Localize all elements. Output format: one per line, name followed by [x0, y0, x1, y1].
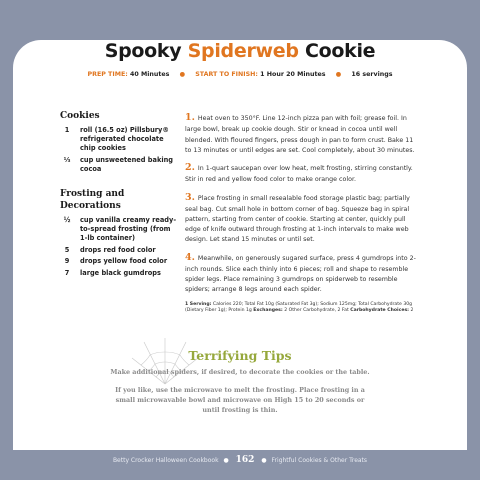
ingredient-qty: ½: [63, 215, 71, 224]
ingredients-list: [60, 110, 180, 281]
ingredient-text: large black gumdrops: [80, 269, 161, 278]
start-value: 1 Hour 20 Minutes: [260, 71, 326, 78]
frosting-heading: Frosting and Decorations: [60, 188, 125, 211]
step-number: 1.: [185, 112, 195, 123]
ingredient-row: [60, 269, 180, 278]
servings: 16 servings: [351, 71, 393, 78]
ingredient-text: cup vanilla creamy ready-to-spread frosting (from 1-lb container): [80, 215, 177, 242]
bullet: ●: [223, 457, 229, 464]
title-text-start: Spooky: [104, 40, 188, 62]
step: [185, 160, 421, 186]
step-text: In 1-quart saucepan over low heat, melt frosting, stirring constantly. Stir in red and yellow food color to make orange color.: [185, 164, 413, 184]
separator-dot: ●: [335, 71, 342, 78]
ingredient-row: [60, 216, 180, 243]
ingredient-text: roll (16.5 oz) Pillsbury® refrigerated chocolate chip cookies: [80, 126, 169, 152]
step-number: 3.: [185, 191, 195, 203]
tip-text: If you like, use the microwave to melt the frosting. Place frosting in a small microwavable bowl and microwave on High 15 to 20 seconds or until frosting is thin.: [115, 385, 365, 414]
cookies-heading: Cookies: [60, 111, 100, 121]
ingredient-text: drops yellow food color: [80, 257, 168, 266]
serving-label: 1 Serving:: [185, 301, 212, 307]
ingredient-row: [60, 257, 180, 266]
bullet: ●: [261, 457, 267, 464]
title-text-end: Cookie: [298, 40, 376, 62]
serving-text: Calories 220; Total Fat 10g (Saturated Fat 3g); Sodium 125mg; Total Carbohydrate 30g (Dietary Fiber 1g); Protein 1g: [185, 301, 413, 314]
ingredient-qty: 1: [64, 126, 70, 135]
ingredient-qty: ⅓: [63, 155, 71, 164]
ingredient-text: cup unsweetened baking cocoa: [80, 155, 174, 173]
step-text: Meanwhile, on generously sugared surface, press 4 gumdrops into 2-inch rounds. Slice each thinly into 6 pieces; roll and shape to resemble spider legs. Place remaining 3 gumdrops on spiderweb to resemble spiders; arrange 8 legs around each spider.: [185, 254, 416, 294]
ingredient-qty: 7: [64, 269, 70, 278]
ingredient-qty: 5: [64, 245, 70, 254]
step: [185, 250, 421, 296]
directions: [185, 110, 421, 315]
section-title: Frightful Cookies & Other Treats: [271, 457, 368, 464]
nutrition-info: [185, 302, 421, 316]
page-footer: [0, 455, 480, 465]
tips-body: [110, 368, 370, 424]
recipe-title: [0, 40, 480, 62]
start-label: START TO FINISH:: [195, 71, 258, 78]
choices-label: Carbohydrate Choices:: [350, 308, 410, 314]
prep-value: 40 Minutes: [129, 71, 170, 78]
prep-label: PREP TIME:: [87, 71, 128, 78]
recipe-meta: [0, 71, 480, 78]
book-title: Betty Crocker Halloween Cookbook: [112, 457, 219, 464]
exchanges-text: 2 Other Carbohydrate, 2 Fat: [282, 308, 351, 314]
choices-text: 2: [409, 308, 414, 314]
step-text: Place frosting in small resealable food storage plastic bag; partially seal bag. Cut small hole in bottom corner of bag. Squeeze bag in spiral pattern, starting from center of cookie. Starting at center, quickly pull edge of knife outward through frosting at 1-inch intervals to make web design. Let stand 15 minutes or until set.: [185, 194, 410, 244]
step-number: 2.: [185, 161, 195, 173]
tip-text: Make additional spiders, if desired, to decorate the cookies or the table.: [110, 368, 370, 376]
tips-title: Terrifying Tips: [188, 348, 292, 363]
ingredient-row: [60, 126, 180, 153]
step-number: 4.: [185, 251, 195, 263]
exchanges-label: Exchanges:: [253, 308, 283, 314]
separator-dot: ●: [179, 71, 186, 78]
ingredient-row: [60, 156, 180, 174]
ingredient-text: drops red food color: [80, 245, 156, 254]
ingredient-row: [60, 246, 180, 255]
step-text: Heat oven to 350°F. Line 12-inch pizza pan with foil; grease foil. In large bowl, break up cookie dough. Stir or knead in cocoa until well blended. With floured fingers, press dough in pan to form crust. Bake 11 to 13 minutes or until edges are set. Cool completely, about 30 minutes.: [185, 115, 415, 154]
ingredient-qty: 9: [64, 257, 70, 266]
step: [185, 190, 421, 246]
title-accent: Spiderweb: [187, 40, 299, 62]
page-number: 162: [235, 455, 255, 465]
step: [185, 110, 421, 156]
